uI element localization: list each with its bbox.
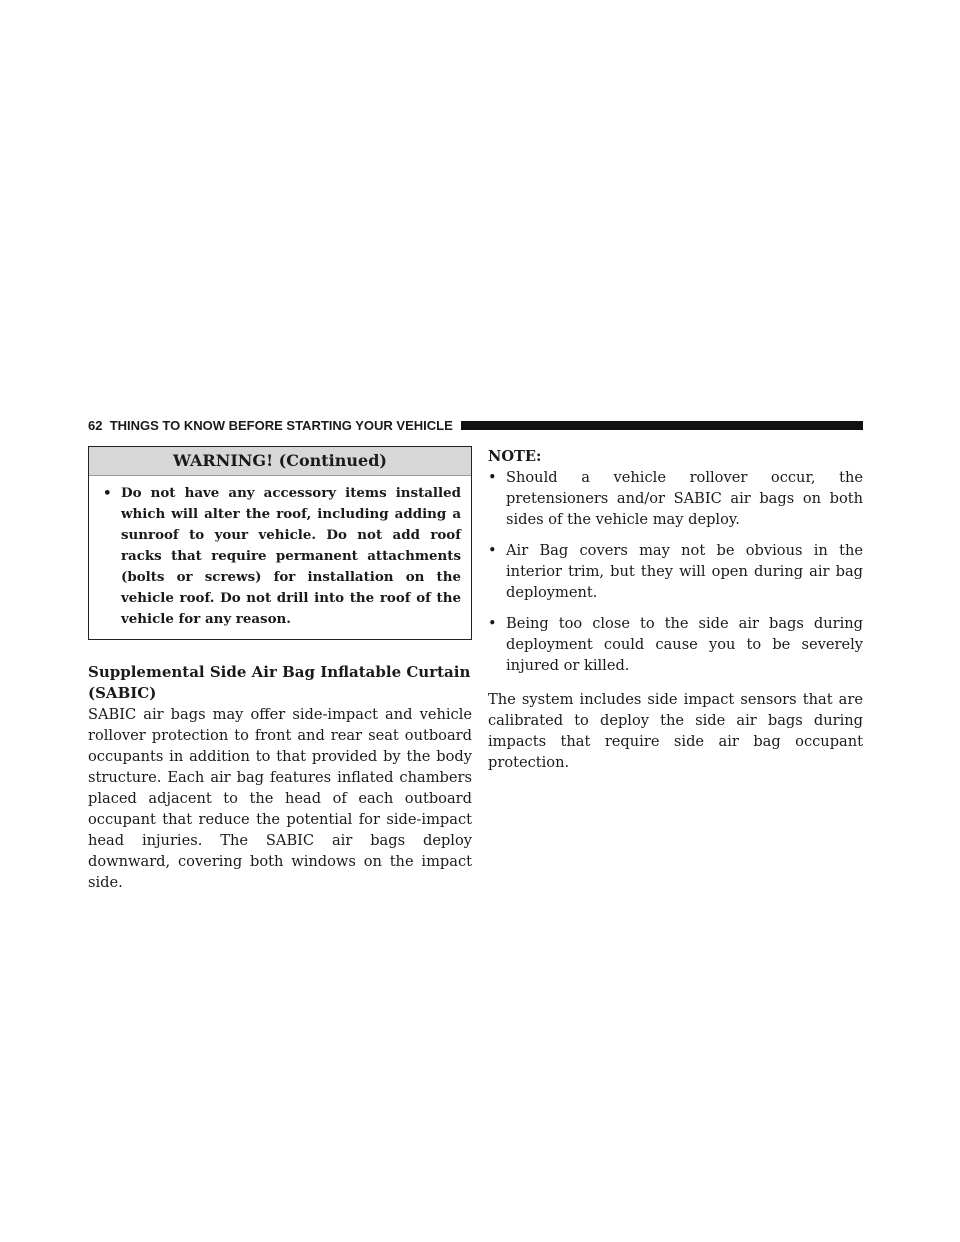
note-item-text: Being too close to the side air bags during deployment could cause you to be severely injured or killed. [506, 615, 863, 674]
page-header [88, 417, 863, 435]
right-column [488, 446, 863, 773]
note-list [488, 467, 863, 676]
page-number: 62 [88, 418, 103, 433]
section-title: THINGS TO KNOW BEFORE STARTING YOUR VEHICLE [109, 418, 453, 433]
bullet-icon: • [488, 469, 497, 486]
section-paragraph: SABIC air bags may offer side-impact and vehicle rollover protection to front and rear seat outboard occupants in addition to that provided by the body structure. Each air bag features inflated chambers placed adjacent to the head of each outboard occupant that reduce the potential for side-impact head injuries. The SABIC air bags deploy downward, covering both windows on the impact side. [88, 706, 472, 891]
warning-body [89, 476, 471, 639]
note-item [488, 613, 863, 676]
section-heading: Supplemental Side Air Bag Inflatable Curtain (SABIC) [88, 663, 471, 702]
bullet-icon: • [488, 615, 497, 632]
left-column [88, 446, 472, 893]
note-item-text: Should a vehicle rollover occur, the pretensioners and/or SABIC air bags on both sides of the vehicle may deploy. [506, 469, 863, 528]
note-item [488, 467, 863, 530]
bullet-icon: • [488, 542, 497, 559]
warning-item [103, 483, 461, 630]
closing-paragraph: The system includes side impact sensors that are calibrated to deploy the side air bags during impacts that require side air bag occupant protection. [488, 691, 863, 771]
bullet-icon: • [103, 485, 112, 501]
warning-box [88, 446, 472, 640]
note-label: NOTE: [488, 448, 542, 465]
note-item [488, 540, 863, 603]
note-item-text: Air Bag covers may not be obvious in the interior trim, but they will open during air bag deployment. [506, 542, 863, 601]
warning-item-text: Do not have any accessory items installed which will alter the roof, including adding a sunroof to your vehicle. Do not add roof racks that require permanent attachments (bolts or screws) for installation on the vehicle roof. Do not drill into the roof of the vehicle for any reason. [121, 485, 461, 627]
header-label [88, 417, 461, 435]
warning-title: WARNING! (Continued) [89, 447, 471, 476]
